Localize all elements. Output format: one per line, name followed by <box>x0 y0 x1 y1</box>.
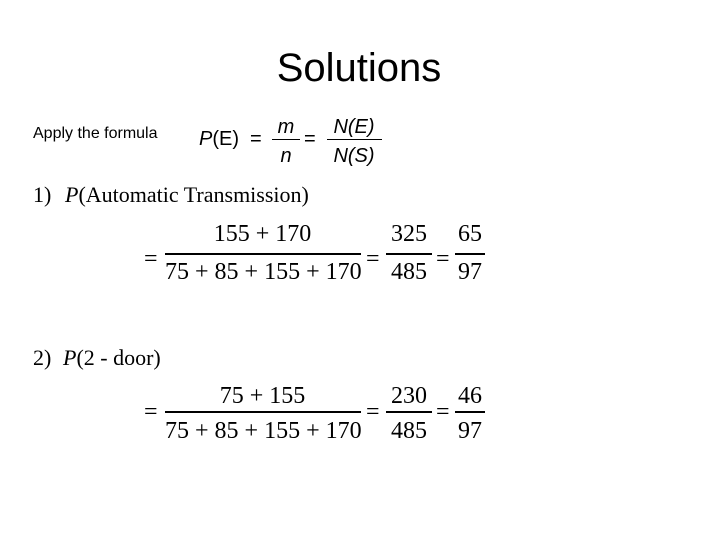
item-1-frac2-bar <box>386 253 432 255</box>
item-2-equals-2: = <box>366 399 380 425</box>
item-1-frac3-numerator: 65 <box>458 221 482 247</box>
slide-title <box>0 44 720 92</box>
item-2-frac1-denominator: 75 + 85 + 155 + 170 <box>165 418 362 444</box>
apply-formula-label: Apply the formula <box>33 125 158 142</box>
item-1-number: 1) <box>33 182 52 207</box>
item-1-arg: (Automatic Transmission) <box>78 182 309 207</box>
formula-lhs-arg: (E) <box>212 128 240 150</box>
item-2-arg: (2 - door) <box>76 345 161 370</box>
item-1-frac1-numerator: 155 + 170 <box>213 221 312 247</box>
item-1-equals: = <box>144 246 158 272</box>
item-1-frac3-denominator: 97 <box>458 259 482 285</box>
formula-equals-2: = <box>304 128 316 150</box>
item-1-frac1-bar <box>165 253 361 255</box>
item-2-expression <box>63 345 161 371</box>
formula-frac2-denominator: N(S) <box>333 145 375 167</box>
item-1-frac1-denominator: 75 + 85 + 155 + 170 <box>165 259 362 285</box>
item-2-frac2-denominator: 485 <box>391 418 427 444</box>
item-2-equals: = <box>144 399 158 425</box>
item-2-equals-3: = <box>436 399 450 425</box>
item-1-equals-3: = <box>436 246 450 272</box>
item-1-func: P <box>65 182 79 207</box>
formula-frac1-numerator: m <box>277 116 295 138</box>
item-2-func: P <box>63 345 77 370</box>
item-2-frac3-bar <box>455 411 485 413</box>
item-1-frac2-denominator: 485 <box>391 259 427 285</box>
formula-frac1-denominator: n <box>280 145 292 167</box>
item-2-frac1-numerator: 75 + 155 <box>219 383 306 409</box>
formula-equals-1: = <box>250 128 262 150</box>
item-2-frac2-bar <box>386 411 432 413</box>
item-2-frac1-bar <box>165 411 361 413</box>
item-1-expression <box>65 182 309 208</box>
formula-frac1-bar <box>272 139 300 140</box>
slide-title-text: Solutions <box>276 46 442 90</box>
item-1-equals-2: = <box>366 246 380 272</box>
item-1-frac3-bar <box>455 253 485 255</box>
item-1-frac2-numerator: 325 <box>391 221 427 247</box>
formula-frac2-numerator: N(E) <box>333 116 375 138</box>
item-2-frac3-numerator: 46 <box>458 383 482 409</box>
item-2-frac2-numerator: 230 <box>391 383 427 409</box>
item-2-frac3-denominator: 97 <box>458 418 482 444</box>
formula-lhs-func: P <box>199 128 213 150</box>
formula-frac2-bar <box>327 139 382 140</box>
formula-lhs <box>199 128 239 150</box>
item-2-number: 2) <box>33 345 52 370</box>
